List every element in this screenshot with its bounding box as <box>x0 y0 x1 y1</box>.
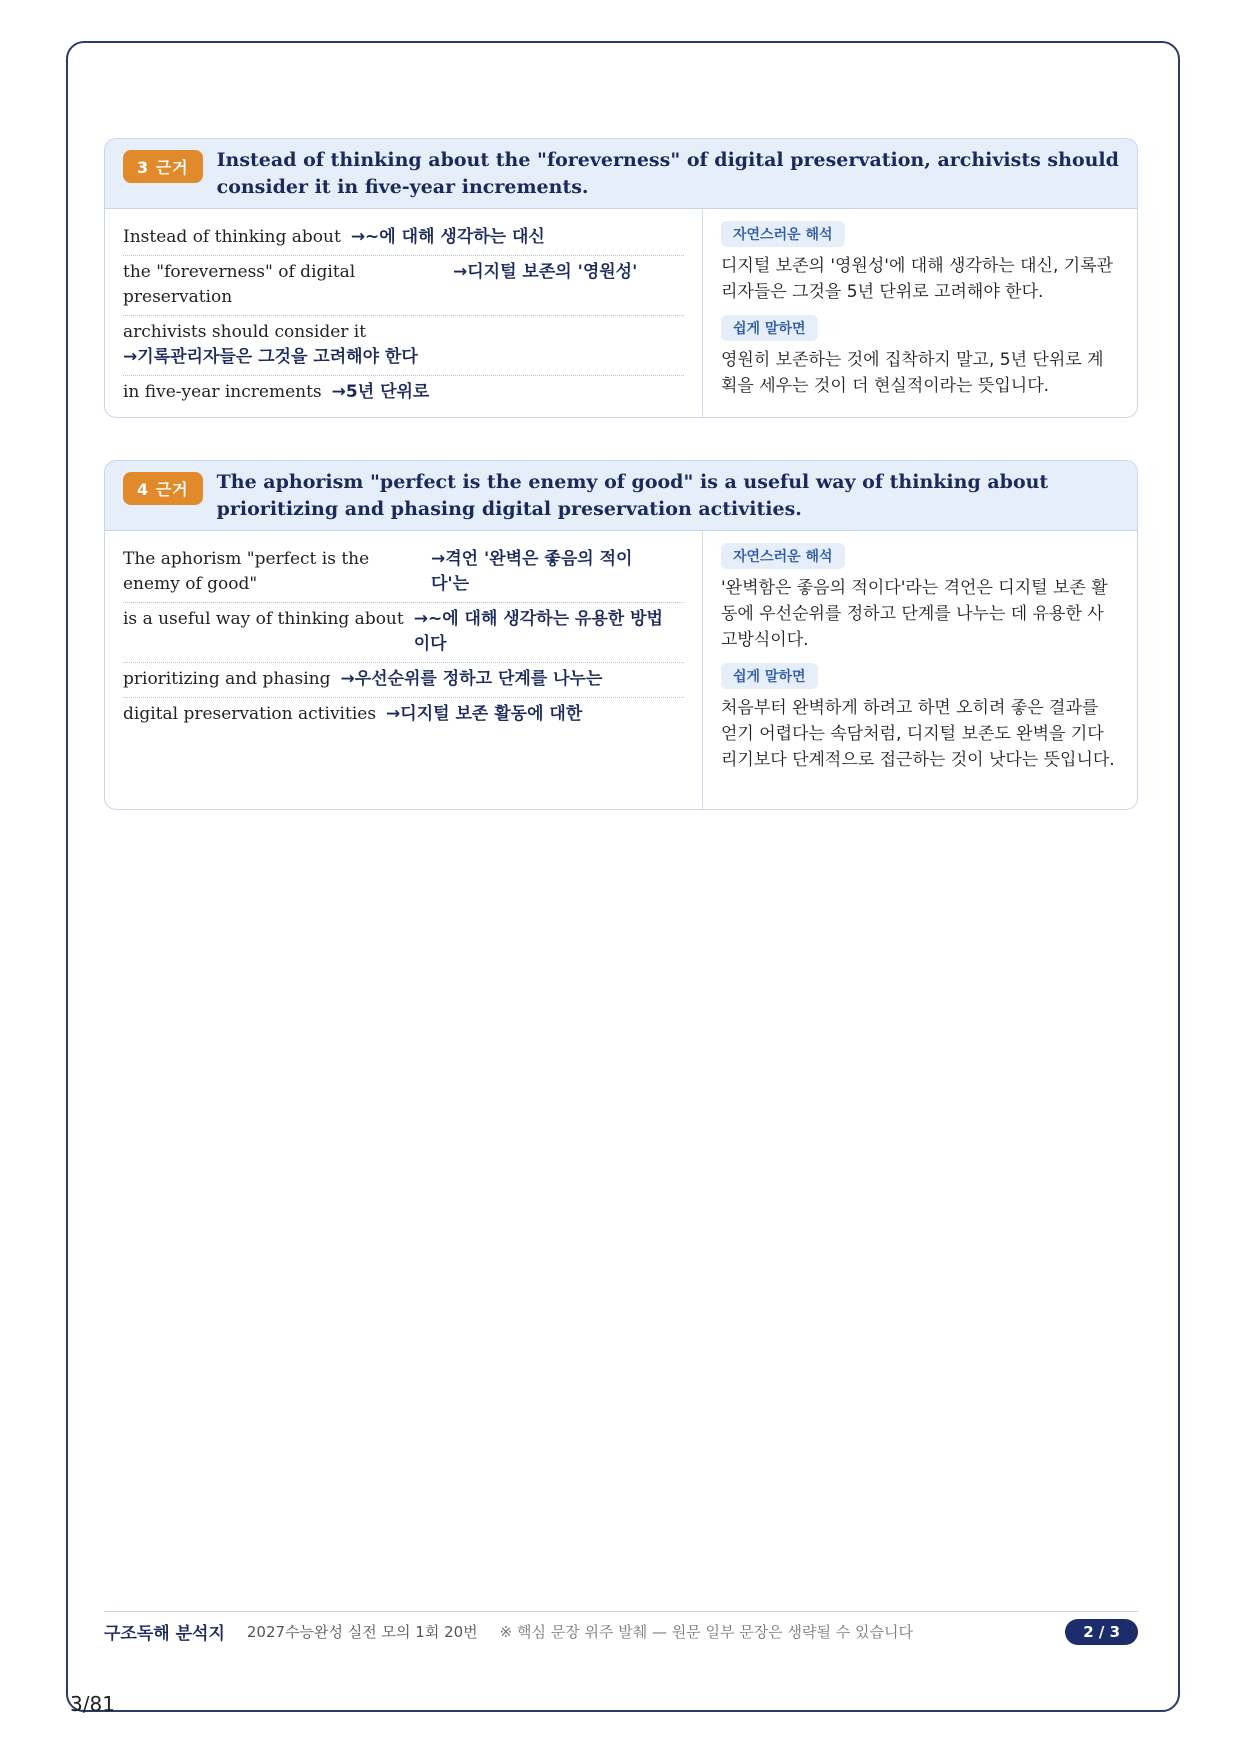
card-header <box>105 139 1137 209</box>
card-body <box>105 531 1137 809</box>
easy-explanation-label: 쉽게 말하면 <box>721 315 818 341</box>
chunk-korean: →격언 '완벽은 좋음의 적이다'는 <box>431 549 633 594</box>
chunk-row <box>123 376 684 410</box>
footer-note: ※ 핵심 문장 위주 발췌 — 원문 일부 문장은 생략될 수 있습니다 <box>499 1623 913 1641</box>
analysis-card-4 <box>104 460 1138 810</box>
easy-explanation-text: 영원히 보존하는 것에 집착하지 말고, 5년 단위로 계획을 세우는 것이 더 현실적이라는 뜻입니다. <box>721 350 1104 396</box>
chunk-list <box>105 209 703 417</box>
page-footer <box>104 1611 1138 1651</box>
source-sentence: The aphorism "perfect is the enemy of good" is a useful way of thinking about prioritizing and phasing digital preservation activities. <box>216 471 1049 520</box>
source-sentence: Instead of thinking about the "foreverness" of digital preservation, archivists should consider it in five-year increments. <box>216 149 1119 198</box>
chunk-row <box>123 256 684 316</box>
card-body <box>105 209 1137 417</box>
natural-translation-label: 자연스러운 해석 <box>721 543 845 569</box>
chunk-row <box>123 663 684 698</box>
chunk-row <box>123 316 684 376</box>
easy-explanation-text: 처음부터 완벽하게 하려고 하면 오히려 좋은 결과를 얻기 어렵다는 속담처럼, 디지털 보존도 완벽을 기다리기보다 단계적으로 접근하는 것이 낫다는 뜻입니다. <box>721 698 1115 770</box>
document-page-counter: 3/81 <box>70 1692 115 1716</box>
chunk-english: in five-year increments <box>123 382 322 402</box>
chunk-english: the "foreverness" of digital preservation <box>123 262 356 307</box>
evidence-badge: 3 근거 <box>123 150 203 183</box>
chunk-english: Instead of thinking about <box>123 227 341 247</box>
footer-source: 2027수능완성 실전 모의 1회 20번 <box>246 1623 478 1641</box>
chunk-row <box>123 543 684 603</box>
footer-title: 구조독해 분석지 <box>104 1624 225 1644</box>
chunk-korean: →디지털 보존의 '영원성' <box>453 262 638 282</box>
evidence-badge: 4 근거 <box>123 472 203 505</box>
chunk-row <box>123 221 684 256</box>
card-header <box>105 461 1137 531</box>
natural-translation-text: '완벽함은 좋음의 적이다'라는 격언은 디지털 보존 활동에 우선순위를 정하고 단계를 나누는 데 유용한 사고방식이다. <box>721 578 1108 650</box>
chunk-english: prioritizing and phasing <box>123 669 331 689</box>
chunk-korean: →디지털 보존 활동에 대한 <box>386 704 583 724</box>
page-indicator: 2 / 3 <box>1065 1619 1138 1645</box>
chunk-korean: →5년 단위로 <box>331 382 430 402</box>
chunk-english: is a useful way of thinking about <box>123 609 404 629</box>
chunk-english: digital preservation activities <box>123 704 377 724</box>
chunk-english: archivists should consider it <box>123 322 367 342</box>
chunk-korean: →기록관리자들은 그것을 고려해야 한다 <box>123 347 418 367</box>
natural-translation-text: 디지털 보존의 '영원성'에 대해 생각하는 대신, 기록관리자들은 그것을 5년 단위로 고려해야 한다. <box>721 256 1114 302</box>
chunk-row <box>123 698 684 732</box>
chunk-korean: →우선순위를 정하고 단계를 나누는 <box>340 669 603 689</box>
translation-panel <box>703 531 1137 809</box>
chunk-korean: →~에 대해 생각하는 대신 <box>350 227 545 247</box>
chunk-row <box>123 603 684 663</box>
translation-panel <box>703 209 1137 417</box>
analysis-card-3 <box>104 138 1138 418</box>
chunk-korean: →~에 대해 생각하는 유용한 방법이다 <box>413 609 663 654</box>
easy-explanation-label: 쉽게 말하면 <box>721 663 818 689</box>
natural-translation-label: 자연스러운 해석 <box>721 221 845 247</box>
chunk-english: The aphorism "perfect is the enemy of good" <box>123 549 370 594</box>
chunk-list <box>105 531 703 809</box>
